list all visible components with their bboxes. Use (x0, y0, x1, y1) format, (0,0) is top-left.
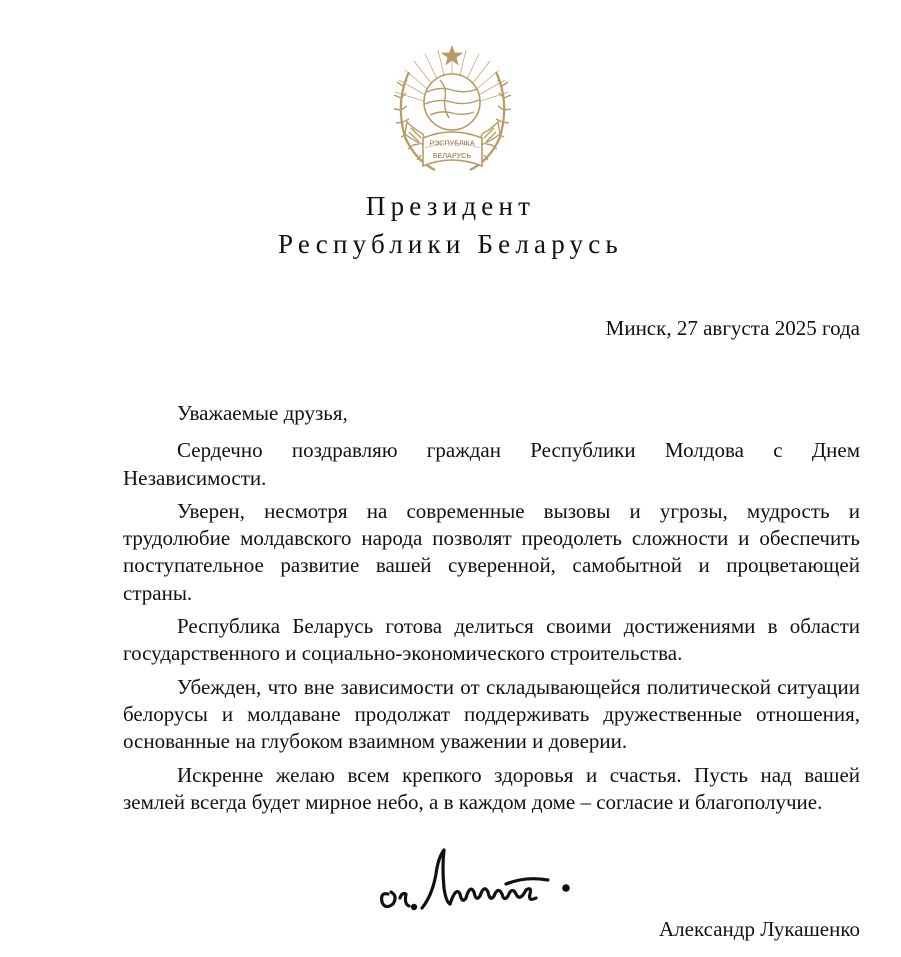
place-date: Минск, 27 августа 2025 года (605, 316, 860, 340)
letter-body (123, 400, 860, 822)
coat-of-arms-emblem (385, 42, 520, 177)
coat-of-arms-icon (385, 42, 520, 177)
signer-name: Александр Лукашенко (658, 917, 860, 941)
letter-paragraph: Республика Беларусь готова делиться своими достижениями в области государственного и социально-экономического строительства. (123, 614, 860, 666)
letter-paragraph: Искренне желаю всем крепкого здоровья и счастья. Пусть над вашей землей всегда будет мирное небо, а в каждом доме – согласие и благополучие. (123, 762, 860, 814)
header-republic: Республики Беларусь (278, 229, 623, 259)
salutation: Уважаемые друзья, (177, 401, 348, 425)
handwritten-signature (376, 846, 606, 926)
letter-paragraph: Убежден, что вне зависимости от складывающейся политической ситуации белорусы и молдаване продолжат поддерживать дружественные отношения, основанные на глубоком взаимном уважении и доверии. (123, 674, 860, 754)
letter-paragraph: Уверен, несмотря на современные вызовы и угрозы, мудрость и трудолюбие молдавского народа позволят преодолеть сложности и обеспечить поступательное развитие вашей суверенной, самобытной и процветающей страны. (123, 498, 860, 605)
letter-paragraph: Сердечно поздравляю граждан Республики Молдова с Днем Независимости. (123, 438, 860, 490)
svg-text:РЭСПУБЛІКА: РЭСПУБЛІКА (429, 138, 475, 148)
signature-icon (376, 846, 606, 926)
svg-text:БЕЛАРУСЬ: БЕЛАРУСЬ (432, 151, 472, 160)
header-president: Президент (365, 191, 536, 221)
